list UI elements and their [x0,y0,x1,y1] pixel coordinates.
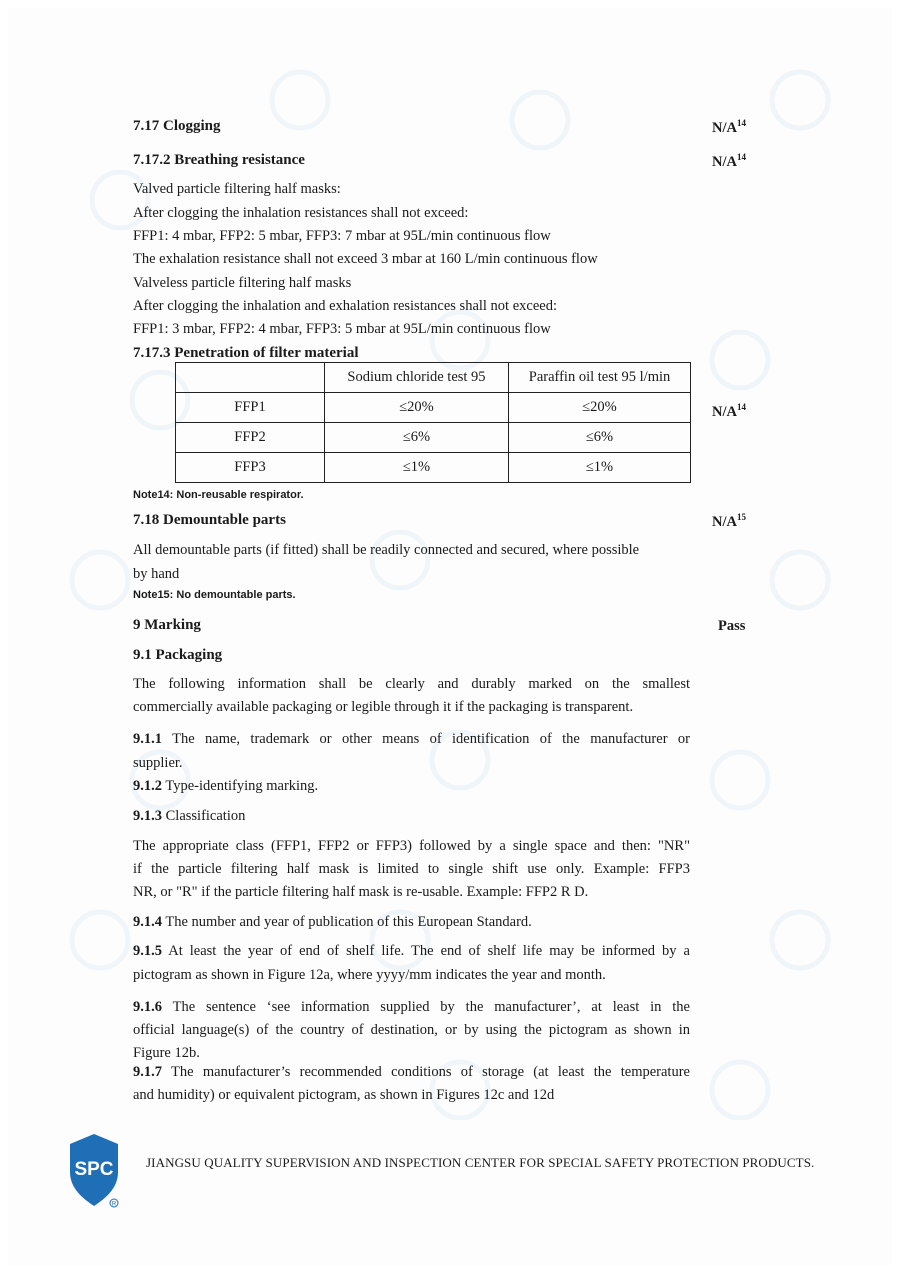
table-header-cell: Sodium chloride test 95 [325,363,509,393]
item-9-1-6-line: 9.1.6 The sentence ‘see information supplied by the manufacturer’, at least in the [133,999,690,1015]
penetration-table [175,362,691,483]
table-header-row [176,363,691,393]
section-7-17-2-result: $N/A^{14}$ [712,152,746,170]
packaging-line: commercially available packaging or legible through it if the packaging is transparent. [133,699,634,715]
note-14: Note14: Non-reusable respirator. [133,489,304,501]
demountable-line: All demountable parts (if fitted) shall be readily connected and secured, where possible [133,542,640,558]
item-number: 9.1.5 [133,943,162,959]
section-7-18-title: 7.18 Demountable parts [133,512,286,528]
table-cell: ≤6% [325,423,509,453]
table-cell: ≤6% [509,423,691,453]
table-cell: FFP2 [176,423,325,453]
breathing-line: FFP1: 3 mbar, FFP2: 4 mbar, FFP3: 5 mbar at 95L/min continuous flow [133,321,551,337]
section-9-1-title: 9.1 Packaging [133,647,223,663]
demountable-line: by hand [133,566,180,582]
section-7-17-result: $N/A^{14}$ [712,118,746,136]
breathing-line: Valved particle filtering half masks: [133,181,341,197]
item-9-1-6-line: official language(s) of the country of destination, or by using the pictogram as shown in [133,1022,690,1038]
packaging-line: The following information shall be clearly and durably marked on the smallest [133,676,690,692]
table-row [176,393,691,423]
section-7-18-result: $N/A^{15}$ [712,512,746,530]
table-cell: FFP1 [176,393,325,423]
table-row [176,423,691,453]
spc-logo [66,1132,122,1212]
item-number: 9.1.6 [133,999,162,1015]
footer-organization: JIANGSU QUALITY SUPERVISION AND INSPECTION CENTER FOR SPECIAL SAFETY PROTECTION PRODUCTS. [146,1155,815,1170]
table-header-cell [176,363,325,393]
table-cell: ≤20% [325,393,509,423]
breathing-line: After clogging the inhalation and exhalation resistances shall not exceed: [133,298,557,314]
table-row [176,453,691,483]
note-15: Note15: No demountable parts. [133,589,296,601]
registered-mark: R [111,1201,117,1208]
item-9-1-5-line: 9.1.5 At least the year of end of shelf life. The end of shelf life may be informed by a [133,943,690,959]
table-header-cell: Paraffin oil test 95 l/min [509,363,691,393]
classification-line: The appropriate class (FFP1, FFP2 or FFP3) followed by a single space and then: "NR" [133,838,690,854]
item-number: 9.1.2 [133,778,162,794]
item-9-1-1-line: 9.1.1 The name, trademark or other means of identification of the manufacturer or [133,731,690,747]
item-number: 9.1.4 [133,914,162,930]
item-9-1-7-line: and humidity) or equivalent pictogram, as shown in Figures 12c and 12d [133,1087,555,1103]
breathing-line: The exhalation resistance shall not exceed 3 mbar at 160 L/min continuous flow [133,251,598,267]
classification-line: NR, or "R" if the particle filtering half mask is re-usable. Example: FFP2 R D. [133,884,589,900]
section-7-17-3-result: $N/A^{14}$ [712,402,746,420]
table-cell: ≤20% [509,393,691,423]
section-7-17-3-title: 7.17.3 Penetration of filter material [133,345,359,361]
item-number: 9.1.7 [133,1064,162,1080]
breathing-line: After clogging the inhalation resistances shall not exceed: [133,205,469,221]
item-9-1-4: 9.1.4 The number and year of publication of this European Standard. [133,914,532,930]
table-cell: ≤1% [325,453,509,483]
breathing-line: Valveless particle filtering half masks [133,275,352,291]
item-9-1-6-line: Figure 12b. [133,1045,200,1061]
item-9-1-5-line: pictogram as shown in Figure 12a, where yyyy/mm indicates the year and month. [133,967,606,983]
classification-line: if the particle filtering half mask is limited to single shift use only. Example: FFP3 [133,861,690,877]
section-9-result: Pass [718,618,746,634]
spc-logo-text: SPC [74,1159,114,1180]
table-cell: ≤1% [509,453,691,483]
item-9-1-1-line: supplier. [133,755,183,771]
breathing-line: FFP1: 4 mbar, FFP2: 5 mbar, FFP3: 7 mbar at 95L/min continuous flow [133,228,551,244]
item-9-1-3: 9.1.3 Classification [133,808,246,824]
item-number: 9.1.3 [133,808,162,824]
section-7-17-2-title: 7.17.2 Breathing resistance [133,152,305,168]
item-number: 9.1.1 [133,731,162,747]
item-9-1-7-line: 9.1.7 The manufacturer’s recommended conditions of storage (at least the temperature [133,1064,690,1080]
section-7-17-title: 7.17 Clogging [133,118,221,134]
table-cell: FFP3 [176,453,325,483]
item-9-1-2: 9.1.2 Type-identifying marking. [133,778,319,794]
section-9-title: 9 Marking [133,617,201,633]
